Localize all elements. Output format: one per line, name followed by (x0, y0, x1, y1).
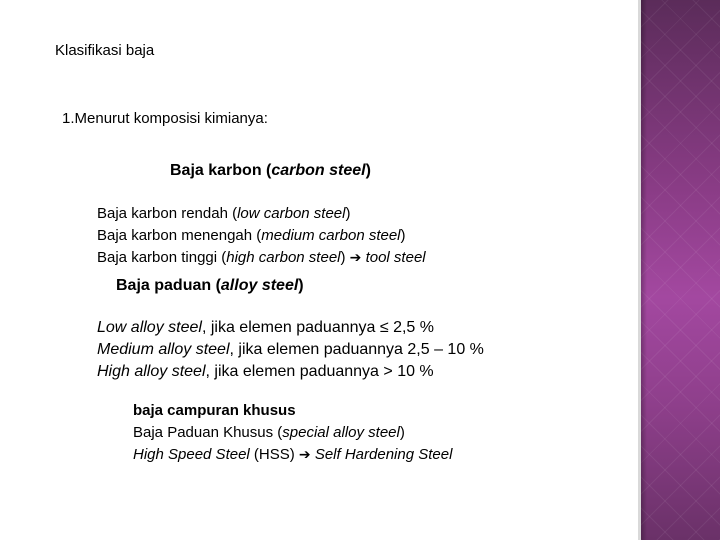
arrow-right-icon: ➔ (349, 250, 362, 266)
special-alloy-heading: baja campuran khusus (133, 402, 296, 419)
alloy-item-low: Low alloy steel, jika elemen paduannya ≤ 2,5 % (97, 319, 434, 336)
alloy-item-high: High alloy steel, jika elemen paduannya > 10 % (97, 363, 434, 380)
decorative-side-panel (641, 0, 720, 540)
carbon-steel-heading: Baja karbon (carbon steel) (170, 162, 371, 179)
special-alloy-line-1: Baja Paduan Khusus (special alloy steel) (133, 424, 405, 441)
carbon-item-high: Baja karbon tinggi (high carbon steel) ➔ tool steel (97, 249, 426, 266)
alloy-steel-heading: Baja paduan (alloy steel) (116, 277, 304, 294)
alloy-item-medium: Medium alloy steel, jika elemen paduannya 2,5 – 10 % (97, 341, 484, 358)
carbon-item-low: Baja karbon rendah (low carbon steel) (97, 205, 351, 222)
carbon-item-medium: Baja karbon menengah (medium carbon steel) (97, 227, 406, 244)
section-heading: 1.Menurut komposisi kimianya: (62, 110, 268, 127)
special-alloy-line-2: High Speed Steel (HSS) ➔ Self Hardening Steel (133, 446, 453, 463)
slide-title: Klasifikasi baja (55, 42, 155, 59)
arrow-right-icon: ➔ (298, 447, 311, 463)
